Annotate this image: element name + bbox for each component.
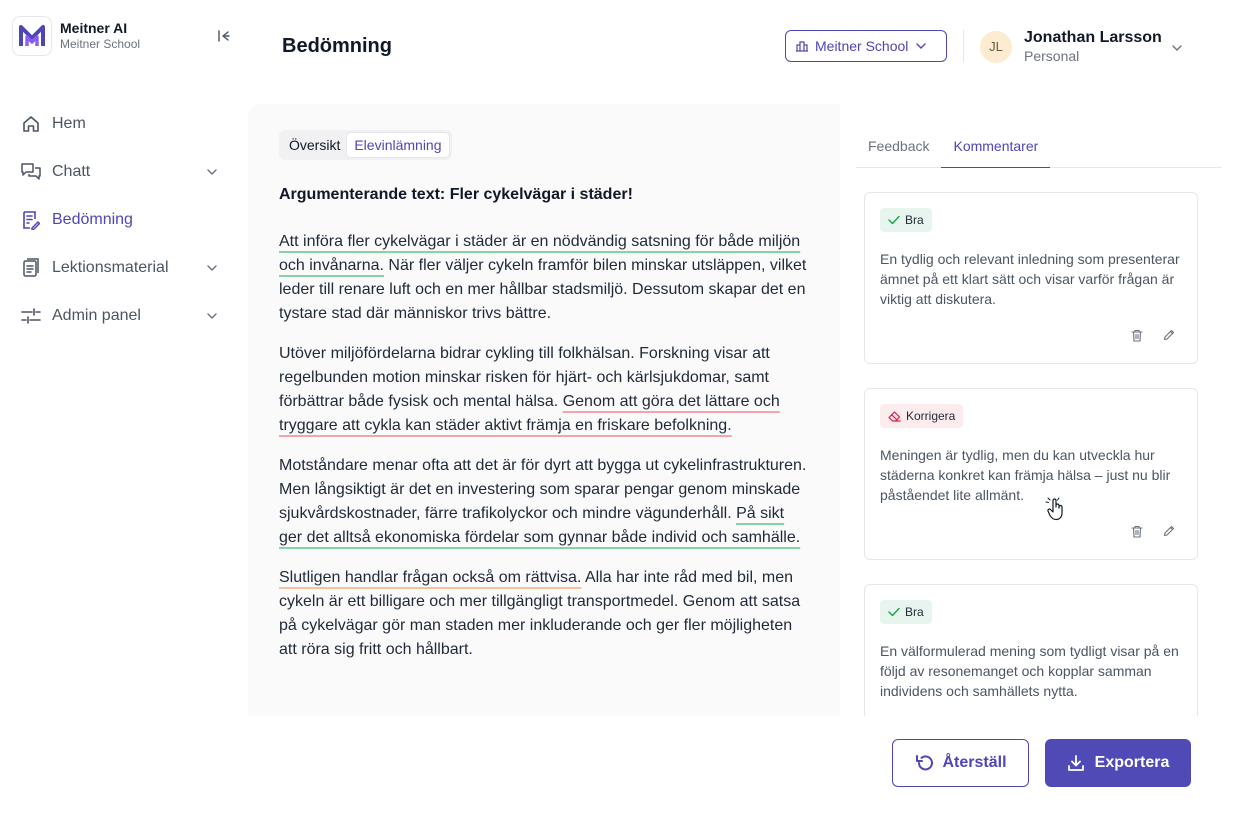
- sidebar-item-label: Admin panel: [52, 307, 141, 324]
- status-badge: [880, 404, 963, 428]
- comment-card: [864, 388, 1198, 560]
- badge-label: Bra: [905, 605, 924, 619]
- sidebar: [0, 0, 248, 832]
- avatar: JL: [980, 31, 1012, 63]
- sidebar-item-label: Bedömning: [52, 211, 133, 228]
- comment-card: [864, 192, 1198, 364]
- school-selector-label: Meitner School: [815, 38, 909, 54]
- comment-card: [864, 584, 1198, 716]
- user-name: Jonathan Larsson: [1024, 29, 1162, 46]
- export-button-label: Exportera: [1094, 754, 1170, 771]
- sidebar-item-chatt[interactable]: [12, 152, 234, 192]
- essay-paragraph: [279, 566, 809, 662]
- feedback-tabs: [856, 124, 1222, 168]
- trash-icon[interactable]: [1129, 523, 1145, 539]
- reset-button[interactable]: [892, 739, 1029, 787]
- essay-paragraph: [279, 230, 809, 326]
- chevron-down-icon[interactable]: [204, 308, 220, 324]
- tab-feedback[interactable]: Feedback: [868, 138, 930, 154]
- comment-text: Meningen är tydlig, men du kan utveckla hur städerna konkret kan främja hälsa – just nu blir påståendet lite allmänt.: [880, 447, 1171, 503]
- pencil-icon[interactable]: [1161, 327, 1177, 343]
- tab-kommentarer[interactable]: Kommentarer: [941, 124, 1050, 168]
- essay-title: Argumenterande text: Fler cykelvägar i städer!: [279, 186, 633, 203]
- school-icon: [795, 40, 809, 52]
- essay-body: [279, 230, 809, 678]
- essay-text: Utöver miljöfördelarna bidrar cykling till folkhälsan. Forskning visar att regelbunden motion minskar risken för hjärt- och kärlsjukdomar, samt förbättrar både fysisk och mental hälsa.: [279, 345, 770, 410]
- chevron-down-icon[interactable]: [204, 164, 220, 180]
- sidebar-item-label: Lektionsmaterial: [52, 259, 169, 276]
- header-divider: [963, 30, 964, 62]
- sidebar-nav: [12, 104, 234, 344]
- chevron-down-icon: [1172, 38, 1182, 56]
- sidebar-item-label: Chatt: [52, 163, 91, 180]
- pencil-icon[interactable]: [1161, 523, 1177, 539]
- status-badge: [880, 208, 932, 232]
- sliders-icon: [20, 305, 42, 327]
- badge-label: Bra: [905, 213, 924, 227]
- view-tabs: [279, 130, 452, 160]
- undo-icon: [914, 754, 934, 772]
- user-role: Personal: [1024, 48, 1080, 64]
- home-icon: [20, 113, 42, 135]
- tab-elevinlamning[interactable]: Elevinlämning: [347, 133, 448, 157]
- collapse-sidebar-icon[interactable]: [214, 26, 234, 46]
- brand-subtitle: Meitner School: [60, 37, 141, 51]
- sidebar-item-admin-panel[interactable]: [12, 296, 234, 336]
- highlighted-sentence[interactable]: På sikt ger det alltså ekonomiska fördelar som gynnar både individ och samhälle.: [279, 505, 801, 546]
- check-icon: [888, 215, 900, 225]
- brand[interactable]: [12, 16, 140, 56]
- essay-text: Alla har inte råd med bil, men cykeln är ett billigare och mer tillgängligt transportmedel. Genom att satsa på cykelvägar gör man staden mer inkluderande och ger fler möjligheten att röra sig fritt och hållbart.: [279, 569, 801, 658]
- lesson-material-icon: [20, 257, 42, 279]
- sidebar-item-hem[interactable]: [12, 104, 234, 144]
- essay-paragraph: [279, 342, 809, 438]
- essay-text: När fler väljer cykeln framför bilen minskar utsläppen, vilket leder till renare luft och en mer hållbar stadsmiljö. Dessutom skapar det en tystare stad där människor trivs bättre.: [279, 257, 807, 322]
- tab-oversikt[interactable]: Översikt: [289, 137, 341, 153]
- status-badge: [880, 600, 932, 624]
- trash-icon[interactable]: [1129, 327, 1145, 343]
- comment-text: En tydlig och relevant inledning som presenterar ämnet på ett klart sätt och visar varför frågan är viktig att diskutera.: [880, 251, 1180, 307]
- reset-button-label: Återställ: [942, 754, 1007, 771]
- submission-panel: [248, 104, 840, 716]
- page-title: Bedömning: [282, 35, 392, 57]
- highlighted-sentence[interactable]: Genom att göra det lättare och tryggare att cykla kan städer aktivt främja en friskare befolkning.: [279, 393, 780, 434]
- user-menu[interactable]: [980, 28, 1162, 65]
- assessment-icon: [20, 209, 42, 231]
- school-selector[interactable]: [785, 30, 947, 62]
- chat-icon: [20, 161, 42, 183]
- comments-list[interactable]: [864, 192, 1198, 716]
- essay-paragraph: [279, 454, 809, 550]
- badge-label: Korrigera: [906, 409, 956, 423]
- meitner-logo-icon: [12, 16, 52, 56]
- chevron-down-icon[interactable]: [204, 260, 220, 276]
- brand-name: Meitner AI: [60, 20, 128, 36]
- download-icon: [1067, 754, 1085, 772]
- essay-text: Motståndare menar ofta att det är för dyrt att bygga ut cykelinfrastrukturen. Men långsiktigt är det en investering som sparar pengar genom minskade sjukvårdskostnader, färre trafikolyckor och mindre vägunderhåll.: [279, 457, 807, 522]
- highlighted-sentence[interactable]: Slutligen handlar frågan också om rättvisa.: [279, 569, 582, 586]
- eraser-icon: [888, 410, 901, 422]
- chevron-down-icon: [916, 43, 926, 49]
- sidebar-item-lektionsmaterial[interactable]: [12, 248, 234, 288]
- comment-text: En välformulerad mening som tydligt visar på en följd av resonemanget och kopplar samman individens och samhällets nytta.: [880, 643, 1179, 699]
- highlighted-sentence[interactable]: Att införa fler cykelvägar i städer är en nödvändig satsning för både miljön och invånarna.: [279, 233, 801, 274]
- export-button[interactable]: [1045, 739, 1191, 787]
- sidebar-item-label: Hem: [52, 115, 86, 132]
- check-icon: [888, 607, 900, 617]
- sidebar-item-bedomning[interactable]: [12, 200, 234, 240]
